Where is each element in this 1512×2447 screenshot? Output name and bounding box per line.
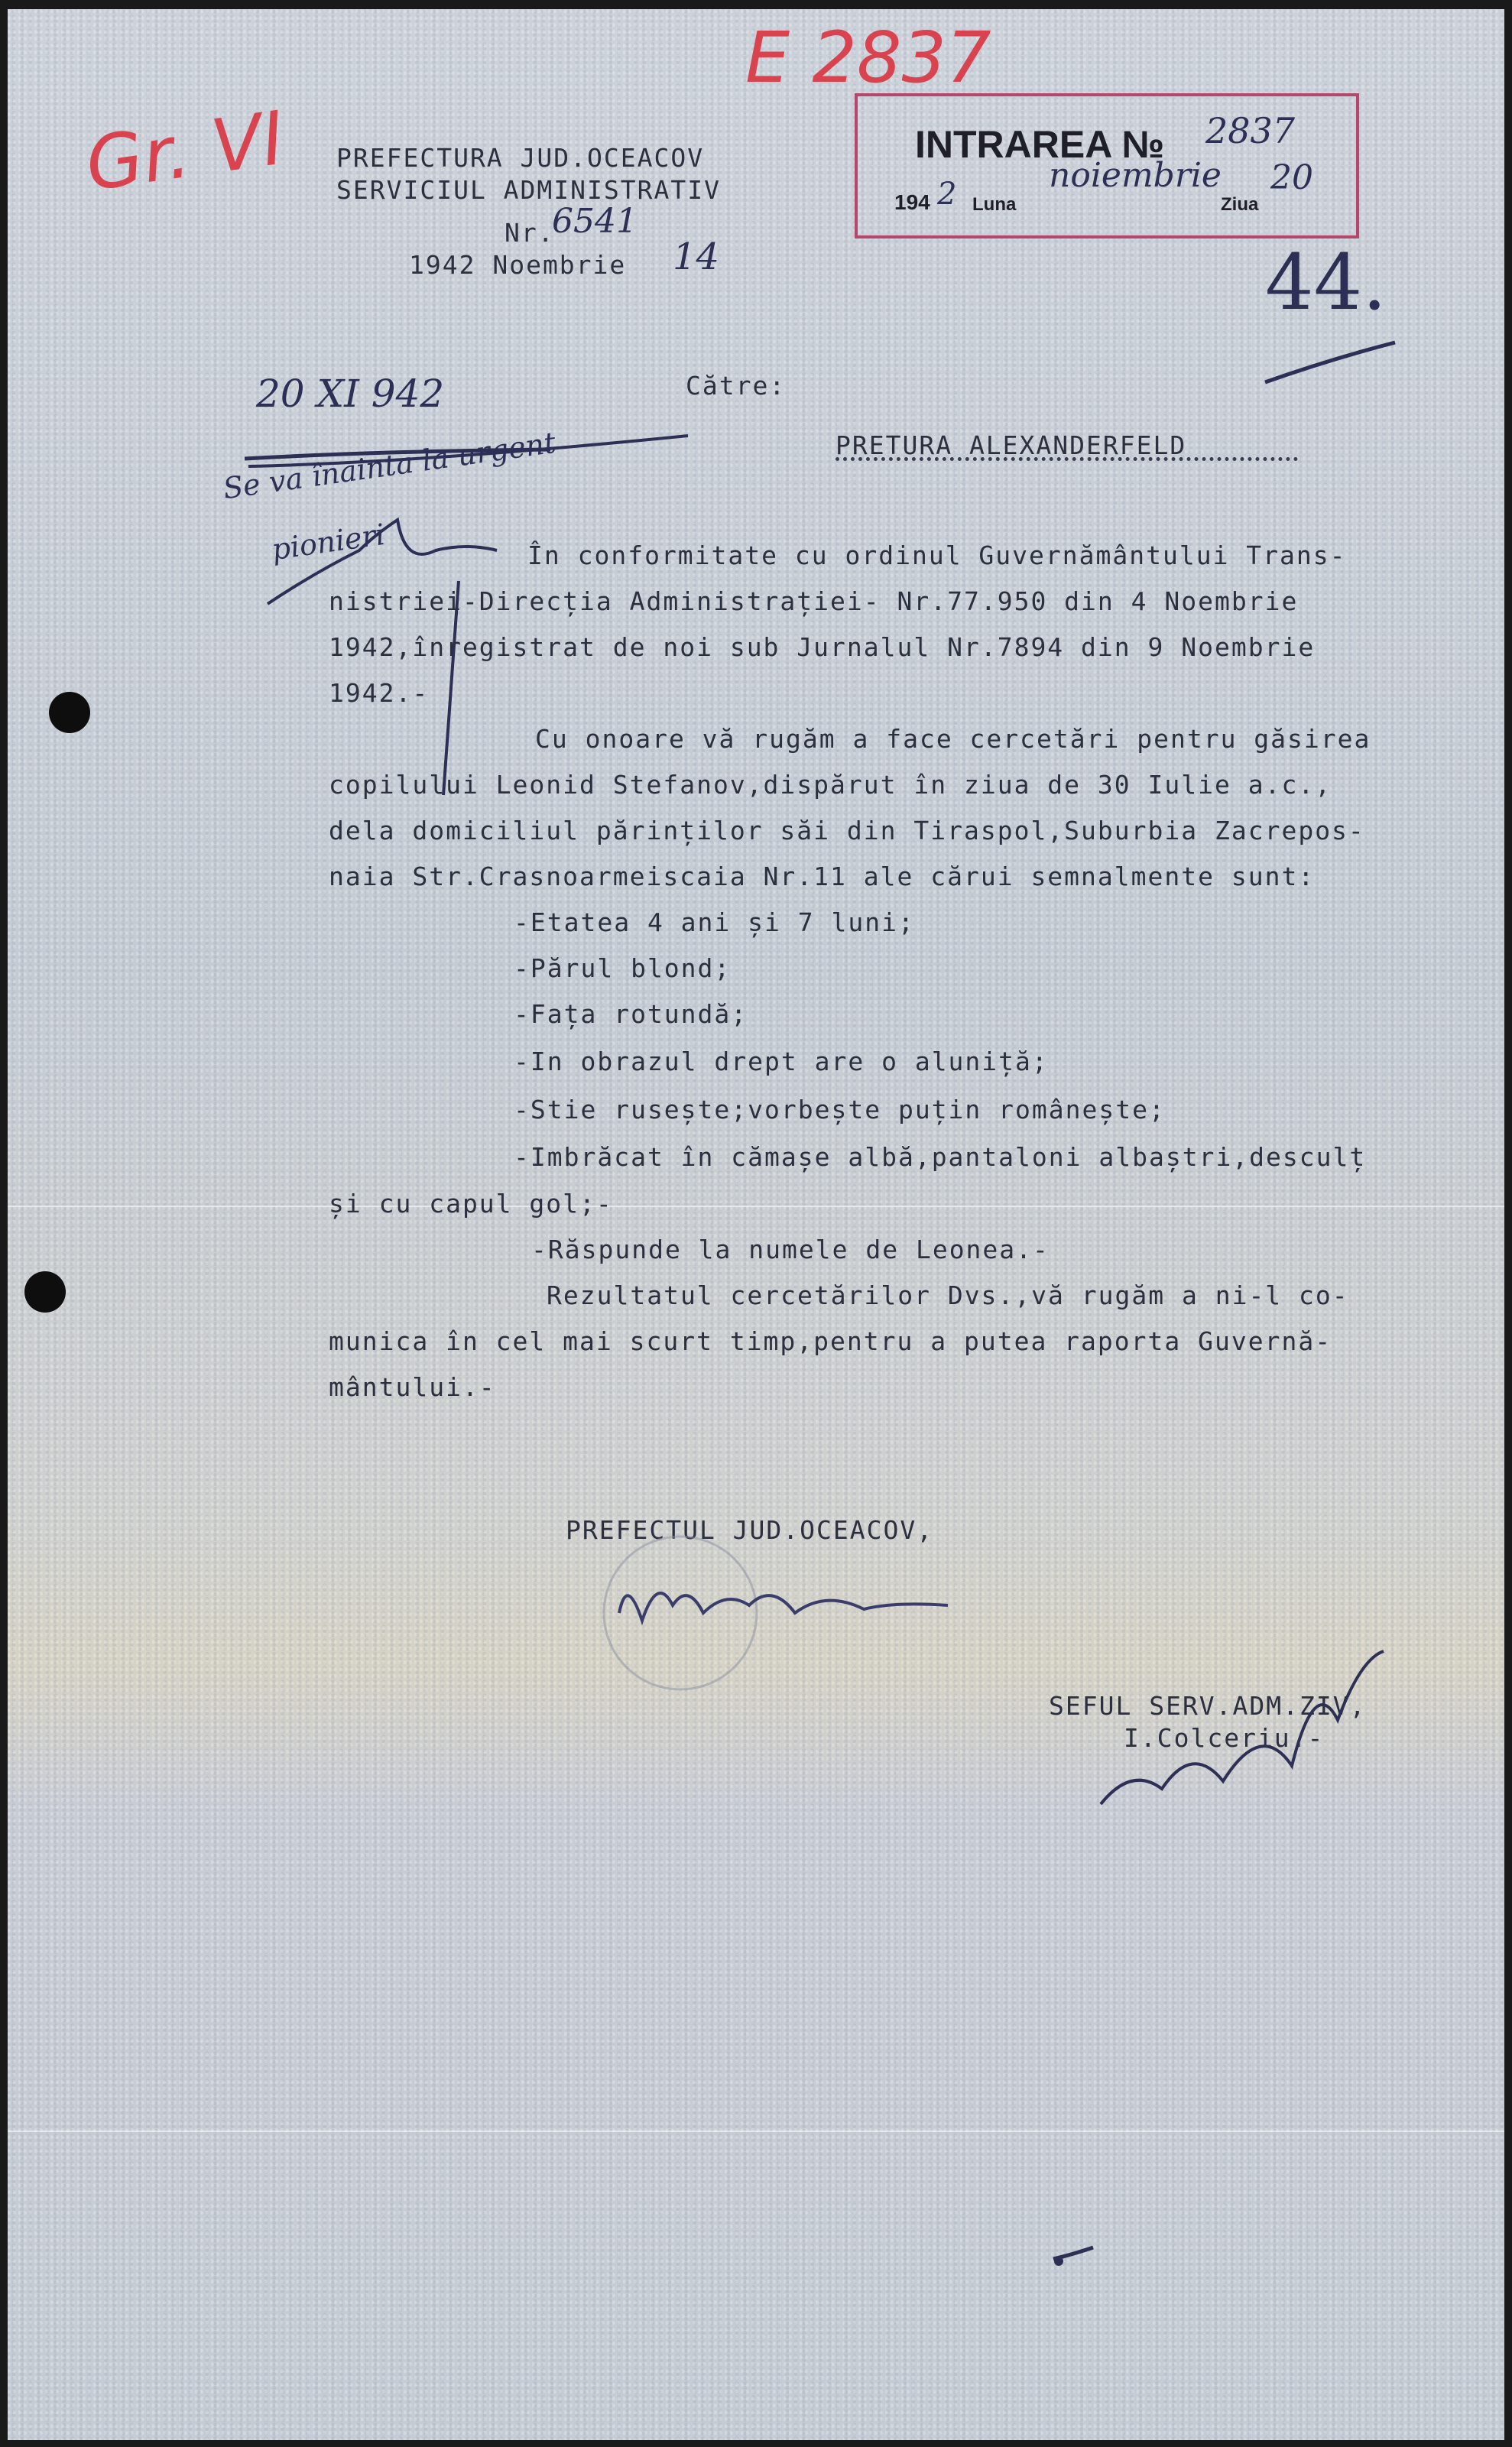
prefect-signature-title: PREFECTUL JUD.OCEACOV, <box>566 1515 934 1545</box>
punch-hole <box>49 692 90 733</box>
header-day: 14 <box>673 235 720 278</box>
body-p2-line2: copilului Leonid Stefanov,dispărut în ziua de 30 Iulie a.c., <box>329 770 1332 800</box>
punch-hole <box>24 1271 66 1313</box>
header-date: 1942 Noembrie <box>409 250 627 280</box>
stamp-year-digit: 2 <box>937 177 957 212</box>
chief-signature-name: I.Colceriu.- <box>1124 1723 1325 1753</box>
body-p3-line2: munica în cel mai scurt timp,pentru a putea raporta Guvernă- <box>329 1326 1332 1356</box>
handwritten-line1: Se va înainta la urgent <box>221 425 558 506</box>
prefect-signature-and-seal <box>573 1529 986 1728</box>
ink-mark <box>1047 2240 1101 2270</box>
folio-number: 44. <box>1265 238 1387 327</box>
addressee-name: PRETURA ALEXANDERFELD <box>835 430 1187 460</box>
addressee-dotted-line <box>835 457 1298 461</box>
body-p1-line3: 1942,înregistrat de noi sub Jurnalul Nr.7894 din 9 Noembrie <box>329 632 1316 662</box>
description-item: -In obrazul drept are o aluniță; <box>514 1047 1049 1076</box>
stamp-year-prefix: 194 <box>894 190 930 214</box>
header-nr-value: 6541 <box>552 202 638 241</box>
stamp-ziua-value: 20 <box>1270 158 1313 197</box>
handwritten-line2: pionieri <box>269 517 388 567</box>
body-p1-line4: 1942.- <box>329 678 430 708</box>
description-item: -Etatea 4 ani și 7 luni; <box>514 907 915 937</box>
red-mark-left: Gr. VI <box>80 95 290 208</box>
catre-label: Către: <box>686 371 787 401</box>
body-p3-line3: mântului.- <box>329 1372 496 1402</box>
stamp-luna-value: noiembrie <box>1049 156 1222 195</box>
body-p1-line1: În conformitate cu ordinul Guvernământului Trans- <box>527 540 1347 570</box>
chief-signature-title: SEFUL SERV.ADM.ZIV, <box>1049 1691 1367 1721</box>
description-item-last: -Răspunde la numele de Leonea.- <box>531 1235 1050 1264</box>
description-item: -Părul blond; <box>514 953 732 983</box>
red-mark-top: E 2837 <box>745 17 991 99</box>
description-item: -Imbrăcat în cămașe albă,pantaloni albaștri,desculț <box>514 1142 1367 1172</box>
header-line1: PREFECTURA JUD.OCEACOV <box>336 143 705 173</box>
fold-line <box>8 2131 1504 2132</box>
fold-line <box>8 1206 1504 1207</box>
description-item-continued: și cu capul gol;- <box>329 1189 613 1219</box>
header-nr-label: Nr. <box>505 218 555 248</box>
description-item: -Fața rotundă; <box>514 999 748 1029</box>
handwritten-date: 20 XI 942 <box>256 372 445 416</box>
entry-stamp <box>855 93 1359 239</box>
stamp-title: INTRAREA № <box>915 123 1165 166</box>
chief-handwritten-signature <box>1085 1628 1407 1827</box>
header-line2: SERVICIUL ADMINISTRATIV <box>336 175 721 205</box>
stamp-ziua-label: Ziua <box>1221 194 1259 215</box>
body-p1-line2: nistriei-Direcția Administrației- Nr.77.950 din 4 Noembrie <box>329 586 1299 616</box>
description-item: -Stie rusește;vorbește puțin românește; <box>514 1095 1166 1125</box>
folio-underline <box>1261 336 1399 390</box>
stamp-number: 2837 <box>1205 110 1296 151</box>
body-p2-line1: Cu onoare vă rugăm a face cercetări pentru găsirea <box>535 724 1371 754</box>
body-p2-line3: dela domiciliul părinților săi din Tiraspol,Suburbia Zacrepos- <box>329 816 1365 845</box>
body-p3-line1: Rezultatul cercetărilor Dvs.,vă rugăm a ni-l co- <box>547 1280 1349 1310</box>
body-p2-line4: naia Str.Crasnoarmeiscaia Nr.11 ale cărui semnalmente sunt: <box>329 862 1316 891</box>
stamp-luna-label: Luna <box>972 194 1017 215</box>
